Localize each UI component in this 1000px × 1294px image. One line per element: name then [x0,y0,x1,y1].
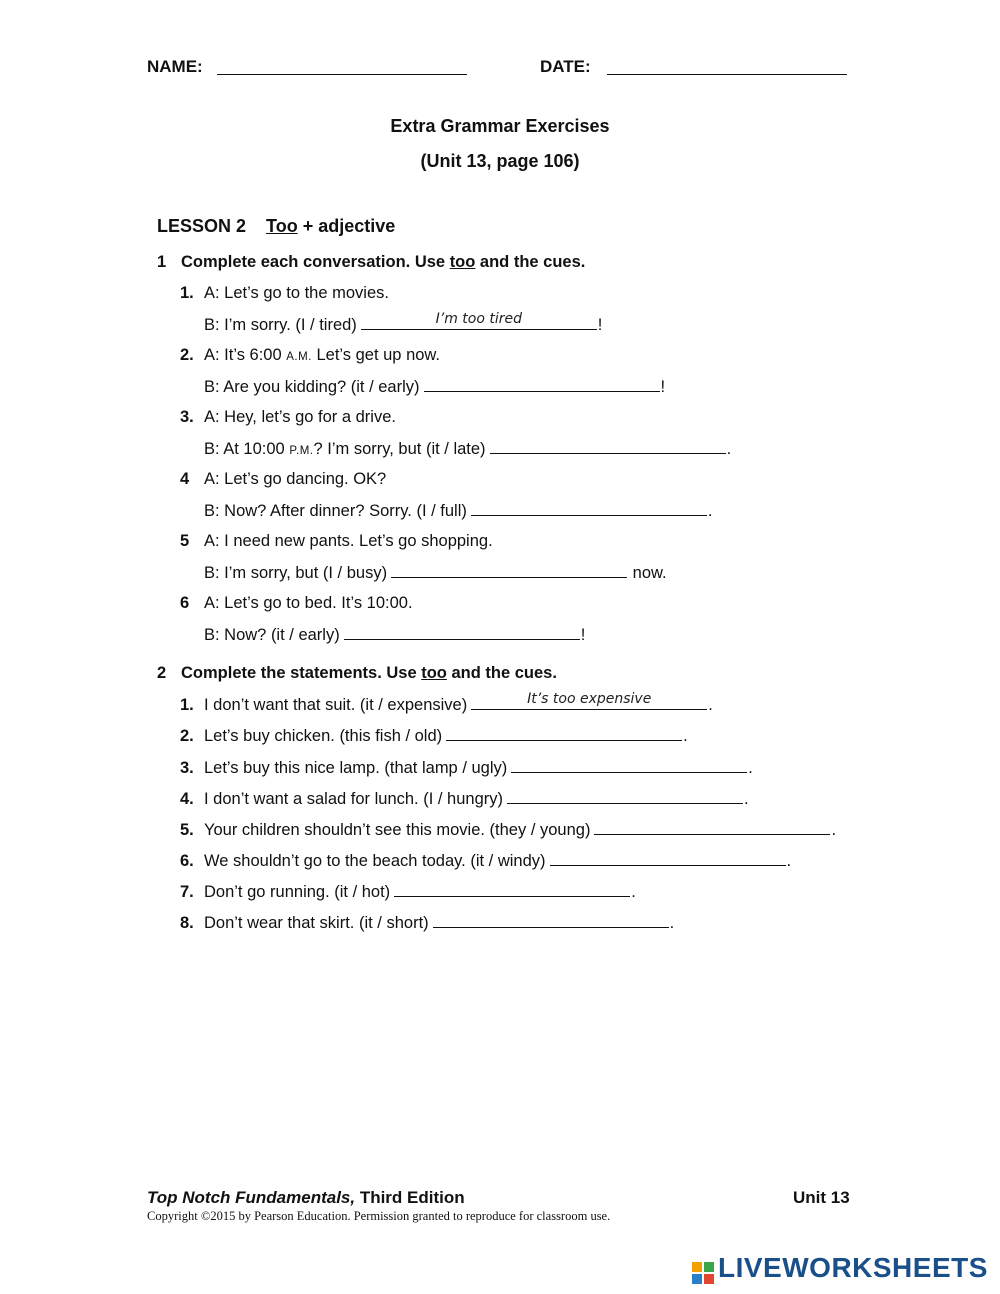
date-label: DATE: [540,57,591,76]
ex1-item-6-a [180,594,413,613]
ex2-item-1-text: I don’t want that suit. (it / expensive) [204,696,468,714]
ex2-item-5-number: 5. [180,821,194,839]
exercise-1-instr-end: and the cues. [475,253,586,271]
ex1-item-6-b [204,625,585,645]
ex1-item-3-end: . [726,440,732,458]
ex1-item-5-b-text: B: I’m sorry, but (I / busy) [204,564,388,582]
ex2-item-6 [180,851,791,871]
ex2-item-2-answer-blank[interactable] [446,726,682,741]
ex2-item-2-number: 2. [180,727,194,745]
ex1-item-4-number: 4 [180,470,190,488]
ex1-item-4-b [204,501,712,521]
ex1-item-6-end: ! [580,626,586,644]
ex1-item-1-end: ! [597,316,603,334]
ex1-item-2-number: 2. [180,346,194,364]
footer-book-title [147,1188,465,1208]
ex2-item-4-answer-blank[interactable] [507,789,743,804]
exercise-2-number: 2 [157,664,167,682]
exercise-2-instr-text: Complete the statements. Use [181,664,422,682]
ex1-item-2-am: A.M. [286,351,312,363]
ex1-item-1-number: 1. [180,284,194,302]
lesson-topic-too: Too [266,216,298,236]
ex2-item-8-end: . [669,914,675,932]
ex1-item-2-b [204,377,665,397]
ex2-item-5 [180,820,836,840]
logo-mark-square-3 [692,1274,702,1284]
ex2-item-3 [180,758,753,778]
ex1-item-3-b-text: B: At 10:00 [204,440,290,458]
ex1-item-4-a [180,470,386,489]
exercise-2-instr-too: too [421,664,447,682]
ex2-item-1-number: 1. [180,696,194,714]
ex1-item-1-b [204,311,603,335]
ex1-item-6-answer-blank[interactable] [344,625,580,640]
ex2-item-7-answer-blank[interactable] [394,882,630,897]
ex1-item-2-end: ! [660,378,666,396]
ex2-item-6-end: . [786,852,792,870]
ex2-item-6-number: 6. [180,852,194,870]
ex1-item-1-a-text: A: Let’s go to the movies. [204,284,389,302]
date-line[interactable] [607,74,847,75]
ex1-item-3-number: 3. [180,408,194,426]
lesson-heading [157,216,395,237]
ex1-item-5-end: now. [628,564,667,582]
ex1-item-2-a-text: A: It’s 6:00 [204,346,287,364]
ex2-item-2-end: . [683,727,688,745]
logo-mark-icon [692,1262,714,1284]
ex2-item-3-number: 3. [180,759,194,777]
ex1-item-2-answer-blank[interactable] [424,377,660,392]
ex2-item-4-end: . [744,790,749,808]
ex2-item-6-answer-blank[interactable] [550,851,786,866]
ex2-item-8-text: Don’t wear that skirt. (it / short) [204,914,429,932]
ex1-item-1-a [180,284,389,303]
ex1-item-2-b-text: B: Are you kidding? (it / early) [204,378,420,396]
lesson-topic-rest: + adjective [297,216,396,236]
logo-text: LIVEWORKSHEETS [718,1252,988,1283]
ex2-item-4 [180,789,749,809]
ex1-item-6-b-text: B: Now? (it / early) [204,626,340,644]
footer-copyright: Copyright ©2015 by Pearson Education. Permission granted to reproduce for classroom use. [147,1209,611,1223]
ex2-item-2-text: Let’s buy chicken. (this fish / old) [204,727,443,745]
ex1-item-6-number: 6 [180,594,190,612]
ex2-item-5-end: . [831,821,837,839]
exercise-2-instructions [157,664,557,683]
ex1-item-4-a-text: A: Let’s go dancing. OK? [204,470,387,488]
ex2-item-2 [180,726,688,746]
ex2-item-7-end: . [631,883,636,901]
ex1-item-5-b [204,563,667,583]
ex2-item-7-number: 7. [180,883,194,901]
name-line[interactable] [217,74,467,75]
ex2-item-3-end: . [748,759,753,777]
ex1-item-4-end: . [707,502,713,520]
ex1-item-2-a [180,346,440,365]
ex1-item-5-a-text: A: I need new pants. Let’s go shopping. [204,532,493,550]
ex2-item-5-answer-blank[interactable] [594,820,830,835]
ex1-item-1-answer: I’m too tired [435,311,522,327]
name-label: NAME: [147,57,203,76]
exercise-1-instr-text: Complete each conversation. Use [181,253,450,271]
ex2-item-8 [180,913,674,933]
ex1-item-5-a [180,532,493,551]
footer-edition: Third Edition [355,1188,465,1207]
ex2-item-1 [180,691,713,715]
exercise-1-number: 1 [157,253,167,271]
ex1-item-4-b-text: B: Now? After dinner? Sorry. (I / full) [204,502,467,520]
worksheet-title: Extra Grammar Exercises [390,116,610,136]
ex2-item-1-end: . [708,696,713,714]
logo-mark-square-4 [704,1274,714,1284]
ex2-item-3-text: Let’s buy this nice lamp. (that lamp / ugly) [204,759,508,777]
ex2-item-3-answer-blank[interactable] [511,758,747,773]
ex1-item-1-answer-blank[interactable] [361,311,597,330]
ex1-item-1-b-text: B: I’m sorry. (I / tired) [204,316,357,334]
ex1-item-3-pm: P.M. [289,445,314,457]
ex2-item-7-text: Don’t go running. (it / hot) [204,883,391,901]
ex1-item-6-a-text: A: Let’s go to bed. It’s 10:00. [204,594,413,612]
ex1-item-3-answer-blank[interactable] [490,439,726,454]
ex1-item-3-b-text2: ? I’m sorry, but (it / late) [313,440,486,458]
ex2-item-4-text: I don’t want a salad for lunch. (I / hungry) [204,790,503,808]
ex1-item-5-answer-blank[interactable] [391,563,627,578]
ex2-item-7 [180,882,636,902]
logo-mark-square-2 [704,1262,714,1272]
ex1-item-3-a [180,408,396,427]
ex1-item-4-answer-blank[interactable] [471,501,707,516]
worksheet-subtitle: (Unit 13, page 106) [420,151,580,171]
ex2-item-6-text: We shouldn’t go to the beach today. (it / windy) [204,852,546,870]
footer-book-name: Top Notch Fundamentals, [147,1188,356,1207]
ex2-item-1-answer-blank[interactable] [471,691,707,710]
exercise-1-instr-too: too [449,253,476,271]
footer-unit: Unit 13 [793,1188,850,1207]
exercise-1-instructions [157,253,585,272]
ex1-item-5-number: 5 [180,532,190,550]
ex1-item-2-a-end: Let’s get up now. [311,346,441,364]
exercise-2-instr-end: and the cues. [446,664,557,682]
ex2-item-5-text: Your children shouldn’t see this movie. (they / young) [204,821,591,839]
ex1-item-3-b [204,439,731,459]
ex2-item-1-answer: It’s too expensive [527,691,652,707]
ex1-item-3-a-text: A: Hey, let’s go for a drive. [204,408,396,426]
liveworksheets-logo[interactable] [692,1252,988,1284]
lesson-label: LESSON 2 [157,216,247,236]
logo-mark-square-1 [692,1262,702,1272]
ex2-item-8-answer-blank[interactable] [433,913,669,928]
ex2-item-4-number: 4. [180,790,194,808]
ex2-item-8-number: 8. [180,914,194,932]
